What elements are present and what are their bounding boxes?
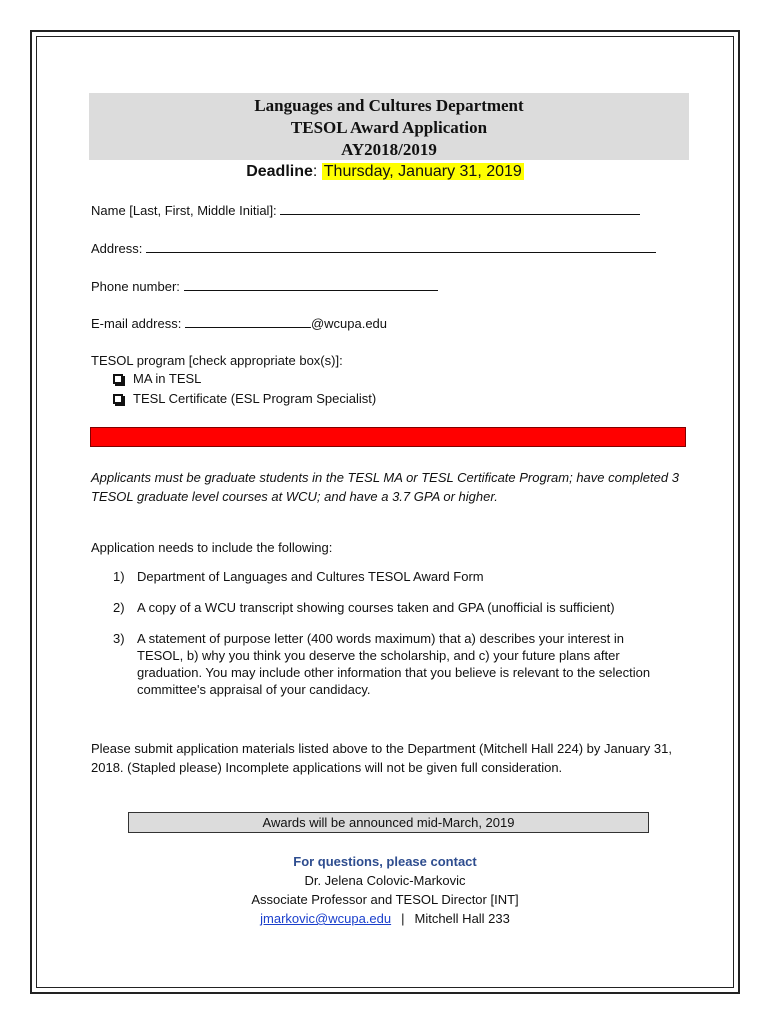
name-input-line[interactable]	[280, 202, 640, 215]
red-divider-bar	[90, 427, 686, 447]
address-input-line[interactable]	[146, 240, 656, 253]
requirement-number: 2)	[113, 600, 125, 615]
program-option-certificate[interactable]	[113, 391, 376, 407]
contact-email-link[interactable]: jmarkovic@wcupa.edu	[260, 911, 392, 926]
contact-details	[0, 909, 770, 928]
application-title: TESOL Award Application	[290, 118, 488, 137]
address-label: Address:	[91, 241, 143, 256]
contact-heading	[0, 852, 770, 871]
address-field	[91, 240, 656, 257]
email-input-line[interactable]	[185, 315, 311, 328]
contact-heading-text: For questions, please contact	[293, 854, 477, 869]
program-option-ma[interactable]	[113, 371, 201, 387]
contact-separator: |	[401, 911, 405, 926]
phone-field	[91, 278, 438, 295]
name-field	[91, 202, 640, 219]
email-domain: @wcupa.edu	[310, 316, 388, 331]
requirements-intro: Application needs to include the following:	[91, 540, 333, 555]
requirement-text: Department of Languages and Cultures TESOL Award Form	[137, 569, 484, 584]
name-label: Name [Last, First, Middle Initial]:	[91, 203, 277, 218]
contact-title: Associate Professor and TESOL Director [INT]	[251, 892, 519, 907]
contact-office: Mitchell Hall 233	[414, 911, 510, 926]
requirement-item	[113, 568, 673, 585]
academic-year: AY2018/2019	[341, 140, 437, 159]
deadline-label: Deadline	[246, 163, 313, 180]
checkbox-icon[interactable]	[113, 394, 123, 404]
program-option-label: TESL Certificate (ESL Program Specialist)	[133, 391, 377, 406]
awards-notice: Awards will be announced mid-March, 2019	[128, 812, 649, 833]
submission-instructions: Please submit application materials listed above to the Department (Mitchell Hall 224) by January 31, 2018. (Stapled please) Incomplete applications will not be given full consideration.	[91, 741, 672, 775]
checkbox-icon[interactable]	[113, 374, 123, 384]
document-header	[89, 93, 689, 160]
department-title: Languages and Cultures Department	[254, 96, 524, 115]
deadline-date: Thursday, January 31, 2019	[323, 163, 522, 180]
eligibility-text: Applicants must be graduate students in the TESL MA or TESL Certificate Program; have completed 3 TESOL graduate level courses at WCU; and have a 3.7 GPA or higher.	[91, 470, 679, 504]
requirement-item	[113, 599, 673, 616]
deadline: Deadline: Thursday, January 31, 2019	[246, 163, 522, 180]
requirement-number: 3)	[113, 631, 125, 646]
program-label: TESOL program [check appropriate box(s)]:	[91, 353, 343, 368]
phone-label: Phone number:	[91, 279, 180, 294]
program-option-label: MA in TESL	[133, 371, 202, 386]
contact-name: Dr. Jelena Colovic-Markovic	[304, 873, 466, 888]
email-field	[91, 315, 387, 332]
requirement-item	[113, 630, 653, 698]
requirement-text: A copy of a WCU transcript showing courses taken and GPA (unofficial is sufficient)	[137, 600, 615, 615]
phone-input-line[interactable]	[184, 278, 438, 291]
email-label: E-mail address:	[91, 316, 182, 331]
requirement-number: 1)	[113, 569, 125, 584]
requirement-text: A statement of purpose letter (400 words maximum) that a) describes your interest in TESOL, b) why you think you deserve the scholarship, and c) your future plans after graduation. You may include other information that you believe is relevant to the selection committee's appraisal of your candidacy.	[137, 631, 651, 697]
